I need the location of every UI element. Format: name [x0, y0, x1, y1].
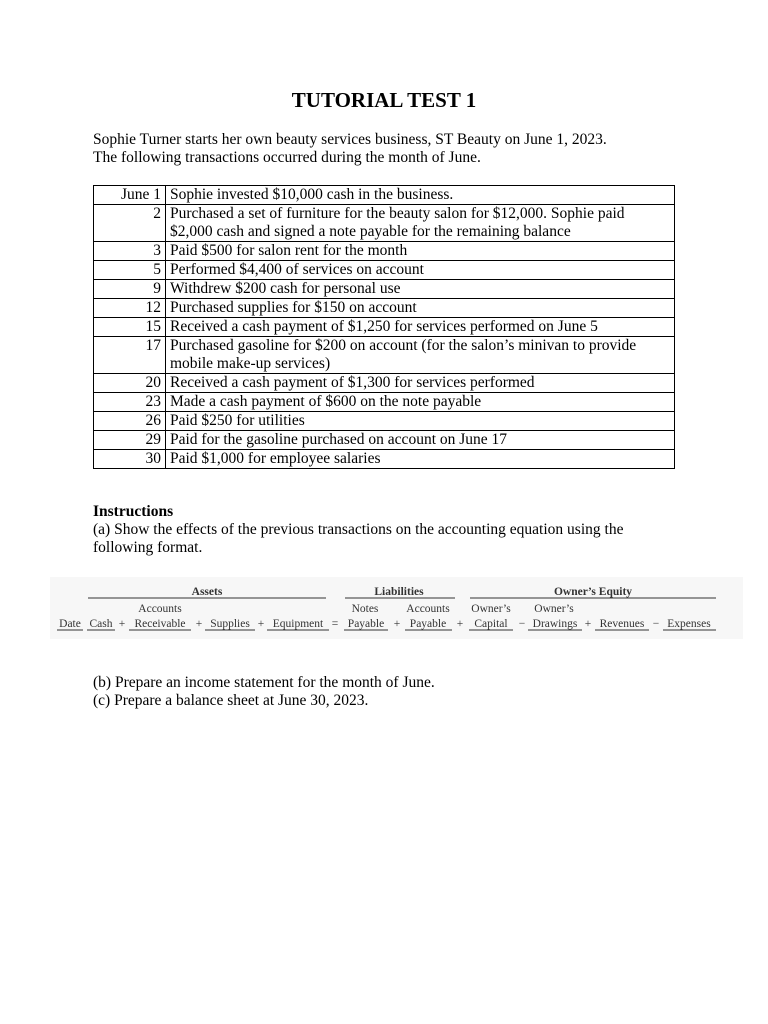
instruction-parts-b-c [93, 674, 683, 710]
col-date-label: Date [59, 618, 81, 630]
transaction-date: 2 [94, 205, 166, 242]
transaction-description: Purchased supplies for $150 on account [166, 299, 675, 318]
transaction-date: June 1 [94, 186, 166, 205]
table-row [94, 242, 675, 261]
col-np-top-label: Notes [351, 603, 379, 615]
accounting-equation-format [50, 577, 743, 639]
operator-minus: − [518, 618, 526, 630]
instruction-part-a-line-2: following format. [93, 539, 203, 556]
operator-plus: + [195, 618, 203, 630]
transaction-description: Purchased gasoline for $200 on account (for the salon’s minivan to provide mobile make-up services) [166, 337, 675, 374]
group-liabilities-label: Liabilities [374, 586, 424, 598]
group-equity-label: Owner’s Equity [553, 586, 633, 598]
table-row [94, 337, 675, 374]
transaction-description: Paid for the gasoline purchased on account on June 17 [166, 431, 675, 450]
table-row [94, 318, 675, 337]
instruction-part-b: (b) Prepare an income statement for the month of June. [93, 674, 435, 691]
table-row [94, 299, 675, 318]
table-row [94, 450, 675, 469]
transaction-description: Purchased a set of furniture for the beauty salon for $12,000. Sophie paid $2,000 cash and signed a note payable for the remaining balance [166, 205, 675, 242]
intro-line-1: Sophie Turner starts her own beauty services business, ST Beauty on June 1, 2023. [93, 131, 607, 148]
transaction-description: Made a cash payment of $600 on the note payable [166, 393, 675, 412]
transaction-date: 20 [94, 374, 166, 393]
table-row [94, 393, 675, 412]
operator-plus: + [118, 618, 126, 630]
group-assets-label: Assets [191, 586, 223, 598]
table-row [94, 261, 675, 280]
operator-minus: − [652, 618, 660, 630]
col-cash-label: Cash [89, 618, 113, 630]
col-drawings-top-label: Owner’s [534, 603, 574, 615]
transaction-date: 15 [94, 318, 166, 337]
table-row [94, 412, 675, 431]
col-capital-bottom-label: Capital [474, 618, 508, 630]
transaction-date: 29 [94, 431, 166, 450]
document-title: TUTORIAL TEST 1 [291, 88, 477, 112]
transactions-table [93, 185, 675, 469]
col-supplies-label: Supplies [210, 618, 250, 630]
table-row [94, 280, 675, 299]
operator-equals: = [331, 618, 339, 630]
col-revenues-label: Revenues [599, 618, 645, 630]
transaction-date: 12 [94, 299, 166, 318]
table-row [94, 205, 675, 242]
equation-format-figure [50, 577, 743, 639]
transaction-description: Performed $4,400 of services on account [166, 261, 675, 280]
col-ap-top-label: Accounts [406, 603, 450, 615]
operator-plus: + [584, 618, 592, 630]
col-capital-top-label: Owner’s [471, 603, 511, 615]
col-equipment-label: Equipment [272, 618, 324, 630]
transaction-description: Paid $500 for salon rent for the month [166, 242, 675, 261]
instruction-part-c: (c) Prepare a balance sheet at June 30, 2023. [93, 692, 369, 709]
intro-line-2: The following transactions occurred during the month of June. [93, 149, 481, 166]
instruction-part-a-line-1: (a) Show the effects of the previous transactions on the accounting equation using the [93, 521, 624, 538]
col-np-bottom-label: Payable [347, 618, 385, 630]
transaction-date: 5 [94, 261, 166, 280]
instructions-section [93, 503, 683, 557]
transaction-description: Paid $250 for utilities [166, 412, 675, 431]
col-ap-bottom-label: Payable [409, 618, 447, 630]
transaction-date: 9 [94, 280, 166, 299]
transaction-description: Withdrew $200 cash for personal use [166, 280, 675, 299]
table-row [94, 186, 675, 205]
transaction-description: Paid $1,000 for employee salaries [166, 450, 675, 469]
intro-paragraph [93, 131, 683, 167]
col-expenses-label: Expenses [667, 618, 711, 630]
transaction-description: Sophie invested $10,000 cash in the business. [166, 186, 675, 205]
transaction-date: 17 [94, 337, 166, 374]
transaction-description: Received a cash payment of $1,250 for services performed on June 5 [166, 318, 675, 337]
operator-plus: + [257, 618, 265, 630]
operator-plus: + [456, 618, 464, 630]
instructions-heading: Instructions [93, 503, 174, 520]
col-ar-top-label: Accounts [138, 603, 182, 615]
table-row [94, 374, 675, 393]
col-drawings-bottom-label: Drawings [532, 618, 578, 630]
operator-plus: + [393, 618, 401, 630]
transaction-description: Received a cash payment of $1,300 for services performed [166, 374, 675, 393]
transaction-date: 23 [94, 393, 166, 412]
transaction-date: 30 [94, 450, 166, 469]
table-row [94, 431, 675, 450]
transaction-date: 26 [94, 412, 166, 431]
transaction-date: 3 [94, 242, 166, 261]
col-ar-bottom-label: Receivable [134, 618, 186, 630]
